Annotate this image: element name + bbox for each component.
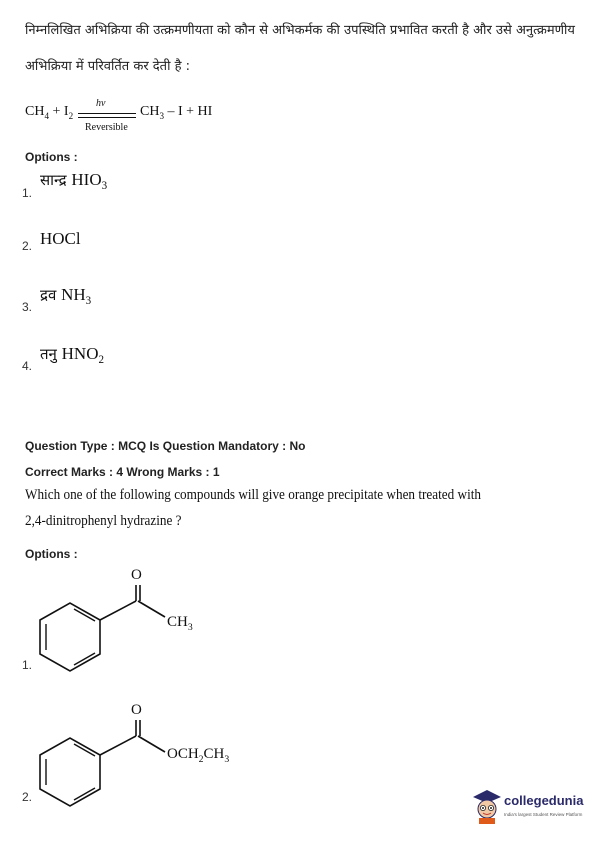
q1-option-2-text	[40, 229, 81, 249]
q1-option-2-formula: HOCl	[40, 229, 81, 248]
eq-left-ch-sub: 4	[44, 111, 49, 121]
question1-text-line1: निम्नलिखित अभिक्रिया की उत्क्रमणीयता को कौन से अभिकर्मक की उपस्थिति प्रभावित करती है और उसे अनुत्क्रमणीय	[25, 23, 575, 38]
q1-option-3-formula: NH	[61, 285, 86, 304]
equation-above-arrow: hν	[96, 98, 106, 109]
eq-left-i-sub: 2	[68, 111, 74, 121]
q1-option-4-sub: 2	[98, 354, 105, 366]
collegedunia-logo	[470, 788, 590, 828]
q2-option-1-group	[167, 614, 193, 631]
q1-option-1-prefix: सान्द्र	[40, 171, 72, 189]
eq-right-ch: CH	[140, 104, 160, 119]
q1-option-2-number: 2.	[22, 239, 33, 253]
logo-name: collegedunia	[504, 793, 584, 808]
question1-options-label: Options :	[25, 150, 78, 164]
question2-text-line2: 2,4-dinitrophenyl hydrazine ?	[25, 513, 182, 529]
question1-text-line2: अभिक्रिया में परिवर्तित कर देती है :	[25, 59, 191, 74]
question2-text-line1: Which one of the following compounds will give orange precipitate when treated with	[25, 487, 482, 503]
eq-left-ch: CH	[25, 104, 45, 119]
question2-options-label: Options :	[25, 547, 78, 561]
q2-option-1-group-text: CH	[167, 614, 188, 630]
question2-meta-line1: Question Type : MCQ Is Question Mandatory : No	[25, 439, 306, 453]
equilibrium-arrow-top	[78, 113, 136, 114]
q1-option-4-number: 4.	[22, 359, 33, 373]
q1-option-4-formula: HNO	[61, 344, 99, 363]
eq-right-rest: – I + HI	[164, 104, 213, 119]
benzene-ring	[40, 738, 100, 806]
q2-option-1-number: 1.	[22, 658, 33, 672]
q1-option-3-sub: 3	[85, 295, 92, 307]
carbonyl-group-bond	[138, 736, 165, 752]
q2-option-2-group-text: OCH	[167, 746, 199, 762]
ring-carbonyl-bond	[100, 601, 136, 620]
logo-tagline: India's largest Student Review Platform	[504, 812, 583, 817]
equation-left	[25, 104, 73, 120]
q2-option-2-group-sub2: 3	[224, 754, 230, 765]
ring-carbonyl-bond	[100, 736, 136, 755]
mascot-icon	[470, 788, 504, 824]
carbonyl-group-bond	[138, 601, 165, 617]
eq-left-plus: + I	[49, 104, 69, 119]
q2-option-2-carbonyl-oxygen: O	[131, 702, 142, 718]
equilibrium-arrow-bottom	[78, 117, 136, 118]
q1-option-1-text	[40, 170, 107, 190]
equation-below-arrow: Reversible	[85, 122, 128, 133]
q1-option-3-text	[40, 285, 91, 305]
q2-option-2-number: 2.	[22, 790, 33, 804]
eq-right-ch-sub: 3	[159, 111, 164, 121]
q2-option-2-group	[167, 746, 229, 763]
q1-option-3-number: 3.	[22, 300, 33, 314]
q1-option-1-number: 1.	[22, 186, 33, 200]
question2-meta-line2: Correct Marks : 4 Wrong Marks : 1	[25, 465, 220, 479]
q2-option-1-structure	[30, 565, 230, 675]
benzene-ring	[40, 603, 100, 671]
q2-option-2-group-sub: 2	[198, 754, 204, 765]
q2-option-2-group-rest: CH	[203, 746, 225, 762]
q1-option-3-prefix: द्रव	[40, 286, 62, 304]
q1-option-1-formula: HIO	[71, 170, 102, 189]
q2-option-1-group-sub: 3	[187, 622, 193, 633]
q1-option-1-sub: 3	[101, 180, 108, 192]
q1-option-4-text	[40, 344, 104, 364]
equation-right	[140, 104, 212, 120]
q2-option-1-carbonyl-oxygen: O	[131, 567, 142, 583]
q1-option-4-prefix: तनु	[40, 345, 62, 363]
